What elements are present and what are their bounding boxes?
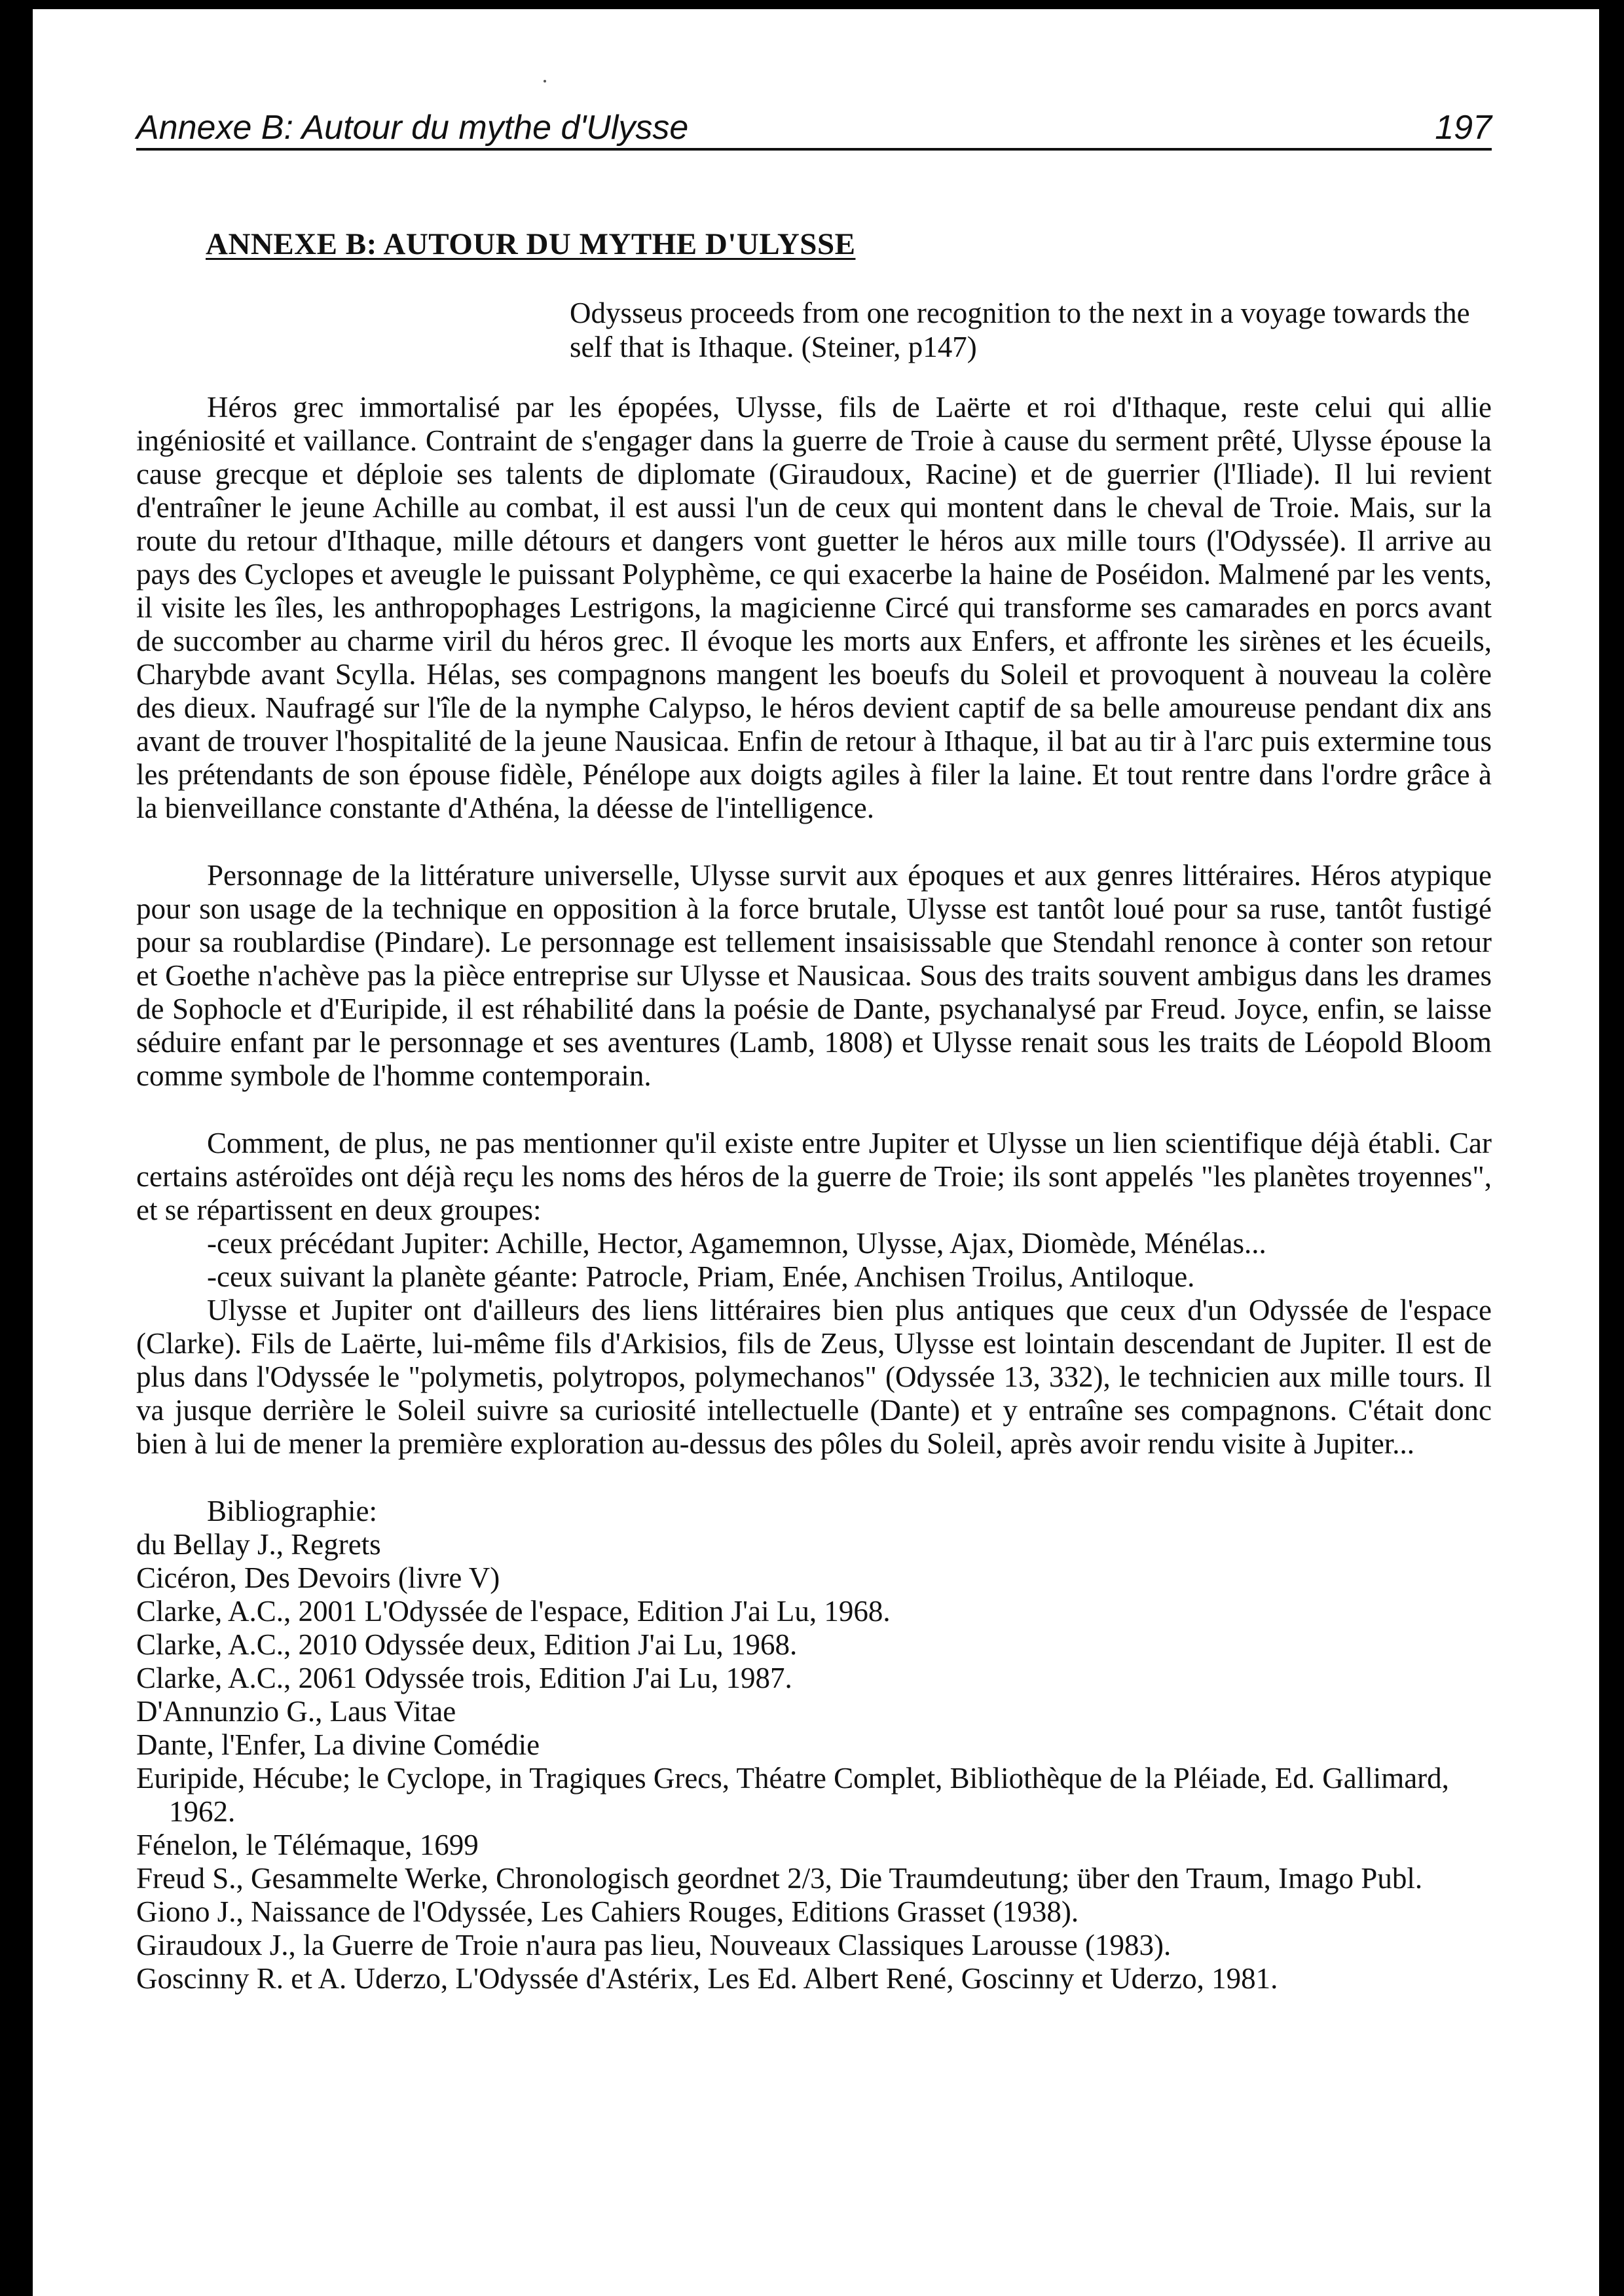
header-rule <box>136 148 1492 151</box>
list-line-precedant: -ceux précédant Jupiter: Achille, Hector, Agamemnon, Ulysse, Ajax, Diomède, Ménélas... <box>207 1227 1266 1260</box>
list-line-suivant: -ceux suivant la planète géante: Patrocle, Priam, Enée, Anchisen Troilus, Antiloque. <box>207 1260 1195 1293</box>
bibliography-entry: Clarke, A.C., 2010 Odyssée deux, Edition J'ai Lu, 1968. <box>136 1628 798 1661</box>
bibliography-entry: Giono J., Naissance de l'Odyssée, Les Cahiers Rouges, Editions Grasset (1938). <box>136 1895 1079 1928</box>
bibliography-entry: Goscinny R. et A. Uderzo, L'Odyssée d'Astérix, Les Ed. Albert René, Goscinny et Uderzo, 1981. <box>136 1962 1278 1995</box>
bibliography-entry: Giraudoux J., la Guerre de Troie n'aura pas lieu, Nouveaux Classiques Larousse (1983). <box>136 1929 1172 1961</box>
bibliography-entry: Clarke, A.C., 2061 Odyssée trois, Edition J'ai Lu, 1987. <box>136 1662 792 1694</box>
paragraph-asteroides: Comment, de plus, ne pas mentionner qu'il existe entre Jupiter et Ulysse un lien scientifique déjà établi. Car certains astéroïdes ont déjà reçu les noms des héros de la guerre de Troie; ils sont appelés "les planètes troyennes", et se répartissent en deux groupes: <box>136 1127 1492 1226</box>
bibliography <box>136 1495 1492 1995</box>
chapter-title: ANNEXE B: AUTOUR DU MYTHE D'ULYSSE <box>206 227 856 261</box>
bibliography-entry: D'Annunzio G., Laus Vitae <box>136 1695 456 1728</box>
paragraph-ulysse-heros: Héros grec immortalisé par les épopées, Ulysse, fils de Laërte et roi d'Ithaque, reste celui qui allie ingéniosité et vaillance. Contraint de s'engager dans la guerre de Troie à cause du serment prêté, Ulysse épouse la cause grecque et déploie ses talents de diplomate (Giraudoux, Racine) et de guerrier (l'Iliade). Il lui revient d'entraîner le jeune Achille au combat, il est aussi l'un de ceux qui montent dans le cheval de Troie. Mais, sur la route du retour d'Ithaque, mille détours et dangers vont guetter le héros aux mille tours (l'Odyssée). Il arrive au pays des Cyclopes et aveugle le puissant Polyphème, ce qui exacerbe la haine de Poséidon. Malmené par les vents, il visite les îles, les anthropophages Lestrigons, la magicienne Circé qui transforme ses camarades en porcs avant de succomber au charme viril du héros grec. Il évoque les morts aux Enfers, et affronte les sirènes et les écueils, Charybde avant Scylla. Hélas, ses compagnons mangent les boeufs du Soleil et provoquent à nouveau la colère des dieux. Naufragé sur l'île de la nymphe Calypso, le héros devient captif de sa belle amoureuse pendant dix ans avant de trouver l'hospitalité de la jeune Nausicaa. Enfin de retour à Ithaque, il bat au tir à l'arc puis extermine tous les prétendants de son épouse fidèle, Pénélope aux doigts agiles à filer la laine. Et tout rentre dans l'ordre grâce à la bienveillance constante d'Athéna, la déesse de l'intelligence. <box>136 391 1492 824</box>
scan-speck <box>544 80 546 82</box>
bibliography-entry: Dante, l'Enfer, La divine Comédie <box>136 1728 540 1761</box>
running-head-title: Annexe B: Autour du mythe d'Ulysse <box>136 109 689 147</box>
paragraph-personnage: Personnage de la littérature universelle, Ulysse survit aux époques et aux genres littéraires. Héros atypique pour son usage de la technique en opposition à la force brutale, Ulysse est tantôt loué pour sa ruse, tantôt fustigé pour sa roublardise (Pindare). Le personnage est tellement insaisissable que Stendahl renonce à conter son retour et Goethe n'achève pas la pièce entreprise sur Ulysse et Nausicaa. Sous des traits souvent ambigus dans les drames de Sophocle et d'Euripide, il est réhabilité dans la poésie de Dante, psychanalysé par Freud. Joyce, enfin, se laisse séduire enfant par le personnage et ses aventures (Lamb, 1808) et Ulysse renait sous les traits de Léopold Bloom comme symbole de l'homme contemporain. <box>136 859 1492 1092</box>
paragraph-liens-litteraires: Ulysse et Jupiter ont d'ailleurs des liens littéraires bien plus antiques que ceux d'un Odyssée de l'espace (Clarke). Fils de Laërte, lui-même fils d'Arkisios, fils de Zeus, Ulysse est lointain descendant de Jupiter. Il est de plus dans l'Odyssée le "polymetis, polytropos, polymechanos" (Odyssée 13, 332), le technicien aux mille tours. Il va jusque derrière le Soleil suivre sa curiosité intellectuelle (Dante) et y entraîne ses compagnons. C'était donc bien à lui de mener la première exploration au-dessus des pôles du Soleil, après avoir rendu visite à Jupiter... <box>136 1294 1492 1460</box>
page-number: 197 <box>1435 109 1492 147</box>
bibliography-heading: Bibliographie: <box>207 1495 377 1527</box>
bibliography-entry: du Bellay J., Regrets <box>136 1528 381 1561</box>
bibliography-entry: Fénelon, le Télémaque, 1699 <box>136 1829 479 1861</box>
bibliography-entry: Freud S., Gesammelte Werke, Chronologisch geordnet 2/3, Die Traumdeutung; über den Traum, Imago Publ. <box>136 1862 1423 1895</box>
running-head <box>136 108 1492 149</box>
bibliography-entry: Clarke, A.C., 2001 L'Odyssée de l'espace, Edition J'ai Lu, 1968. <box>136 1595 891 1628</box>
body-text <box>136 391 1492 1995</box>
bibliography-entry: Cicéron, Des Devoirs (livre V) <box>136 1561 500 1594</box>
bibliography-list <box>136 1528 1492 1995</box>
epigraph: Odysseus proceeds from one recognition to the next in a voyage towards the self that is Ithaque. (Steiner, p147) <box>570 297 1470 363</box>
bibliography-entry: Euripide, Hécube; le Cyclope, in Tragiques Grecs, Théatre Complet, Bibliothèque de la Pléiade, Ed. Gallimard, 1962. <box>136 1762 1449 1828</box>
